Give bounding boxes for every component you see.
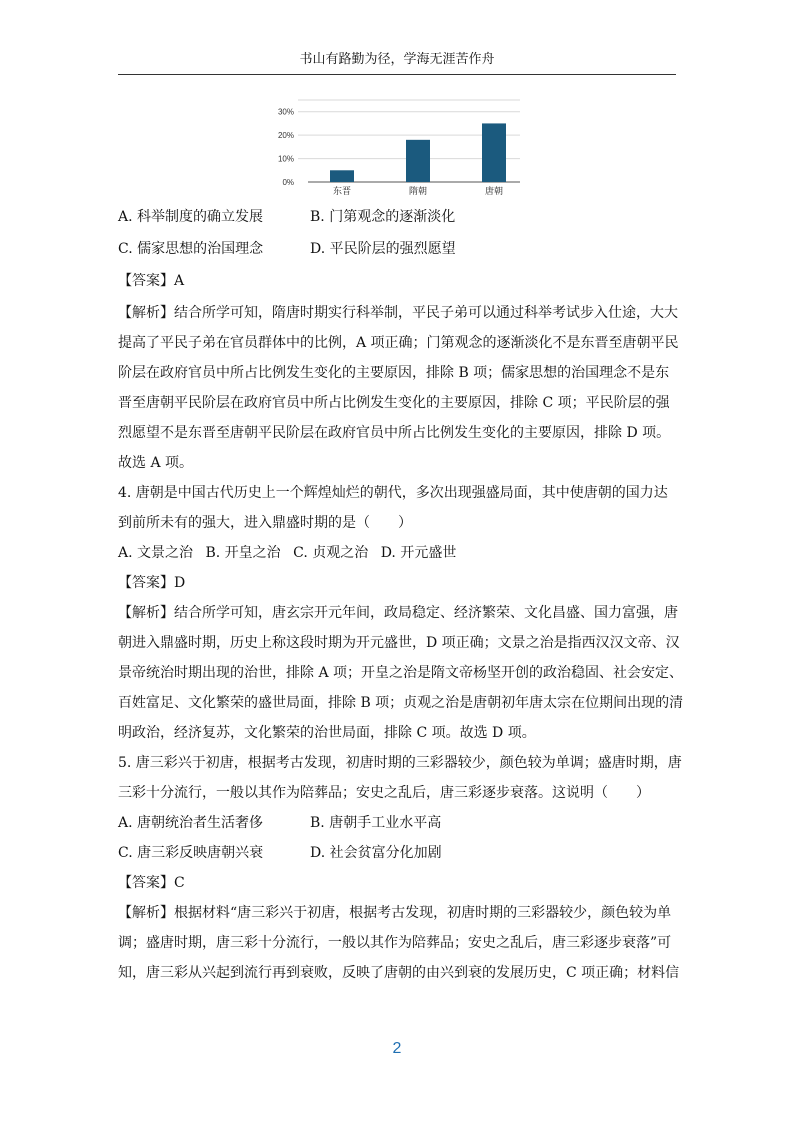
y-tick-label: 10% (277, 154, 294, 164)
q5-analysis-line: 调；盛唐时期，唐三彩十分流行，一般以其作为陪葬品；安史之乱后，唐三彩逐步衰落”可 (118, 935, 672, 951)
q4-analysis-line: 朝进入鼎盛时期，历史上称这段时期为开元盛世，D 项正确；文景之治是指西汉汉文帝、汉 (118, 635, 680, 651)
q4-stem-line: 4. 唐朝是中国古代历史上一个辉煌灿烂的朝代，多次出现强盛局面，其中使唐朝的国力达 (118, 485, 668, 501)
q5-options-row2 (118, 838, 678, 868)
q5-stem-line: 5. 唐三彩兴于初唐，根据考古发现，初唐时期的三彩器较少，颜色较为单调；盛唐时期，唐 (118, 755, 682, 771)
q3-answer: 【答案】A (118, 273, 185, 289)
q3-analysis-line: 故选 A 项。 (118, 455, 194, 471)
x-tick-label: 隋朝 (408, 187, 428, 197)
q4-option-d: D. 开元盛世 (380, 545, 457, 561)
q3-analysis-line: 阶层在政府官员中所占比例发生变化的主要原因，排除 B 项；儒家思想的治国理念不是东 (118, 365, 670, 381)
bar-chart (272, 96, 524, 200)
q3-options-row1 (118, 202, 678, 232)
q5-answer: 【答案】C (118, 875, 185, 891)
bar (406, 140, 430, 182)
y-tick-label: 30% (277, 107, 294, 117)
q4-option-a: A. 文景之治 (118, 545, 194, 561)
q3-analysis-line: 晋至唐朝平民阶层在政府官员中所占比例发生变化的主要原因，排除 C 项；平民阶层的强 (118, 395, 670, 411)
q4-option-c: C. 贞观之治 (293, 545, 369, 561)
q5-option-b: B. 唐朝手工业水平高 (310, 815, 442, 831)
bar (330, 170, 354, 182)
q3-option-d: D. 平民阶层的强烈愿望 (310, 241, 456, 257)
y-tick-label: 20% (277, 131, 294, 141)
q3-option-a: A. 科举制度的确立发展 (118, 209, 264, 225)
page-header (118, 50, 676, 75)
q4-option-b: B. 开皇之治 (205, 545, 281, 561)
q4-analysis-line: 百姓富足、文化繁荣的盛世局面，排除 B 项；贞观之治是唐朝初年唐太宗在位期间出现的清 (118, 695, 684, 711)
document-body (118, 202, 684, 988)
q5-options-row1 (118, 808, 678, 838)
q5-analysis-line: 知，唐三彩从兴起到流行再到衰败，反映了唐朝的由兴到衰的发展历史，C 项正确；材料信 (118, 965, 680, 981)
x-tick-label: 东晋 (332, 187, 352, 197)
q3-analysis-line: 提高了平民子弟在官员群体中的比例，A 项正确；门第观念的逐渐淡化不是东晋至唐朝平民 (118, 335, 679, 351)
q5-option-d: D. 社会贫富分化加剧 (310, 845, 442, 861)
bar-chart-svg (272, 96, 524, 200)
q5-analysis-line: 【解析】根据材料“唐三彩兴于初唐，根据考古发现，初唐时期的三彩器较少，颜色较为单 (118, 905, 672, 921)
q3-option-c: C. 儒家思想的治国理念 (118, 241, 264, 257)
q5-option-a: A. 唐朝统治者生活奢侈 (118, 815, 264, 831)
q5-stem-line: 三彩十分流行，一般以其作为陪葬品；安史之乱后，唐三彩逐步衰落。这说明（ ） (118, 785, 650, 801)
y-tick-label: 0% (282, 178, 294, 187)
bar (482, 123, 506, 182)
header-motto: 书山有路勤为径，学海无涯苦作舟 (299, 52, 495, 67)
q4-stem-line: 到前所未有的强大，进入鼎盛时期的是（ ） (118, 515, 412, 531)
q4-analysis-line: 景帝统治时期出现的治世，排除 A 项；开皇之治是隋文帝杨坚开创的政治稳固、社会安定、 (118, 665, 684, 681)
q3-analysis-line: 【解析】结合所学可知，隋唐时期实行科举制，平民子弟可以通过科举考试步入仕途，大大 (118, 305, 678, 321)
q4-options (118, 538, 678, 568)
page-number: 2 (392, 1040, 402, 1057)
q3-option-b: B. 门第观念的逐渐淡化 (310, 209, 456, 225)
q3-options-row2 (118, 234, 678, 264)
q4-analysis-line: 明政治，经济复苏，文化繁荣的治世局面，排除 C 项。故选 D 项。 (118, 725, 536, 741)
q3-analysis-line: 烈愿望不是东晋至唐朝平民阶层在政府官员中所占比例发生变化的主要原因，排除 D 项。 (118, 425, 671, 441)
q5-option-c: C. 唐三彩反映唐朝兴衰 (118, 845, 264, 861)
q4-answer: 【答案】D (118, 575, 186, 591)
q4-analysis-line: 【解析】结合所学可知，唐玄宗开元年间，政局稳定、经济繁荣、文化昌盛、国力富强，唐 (118, 605, 678, 621)
x-tick-label: 唐朝 (484, 187, 504, 197)
